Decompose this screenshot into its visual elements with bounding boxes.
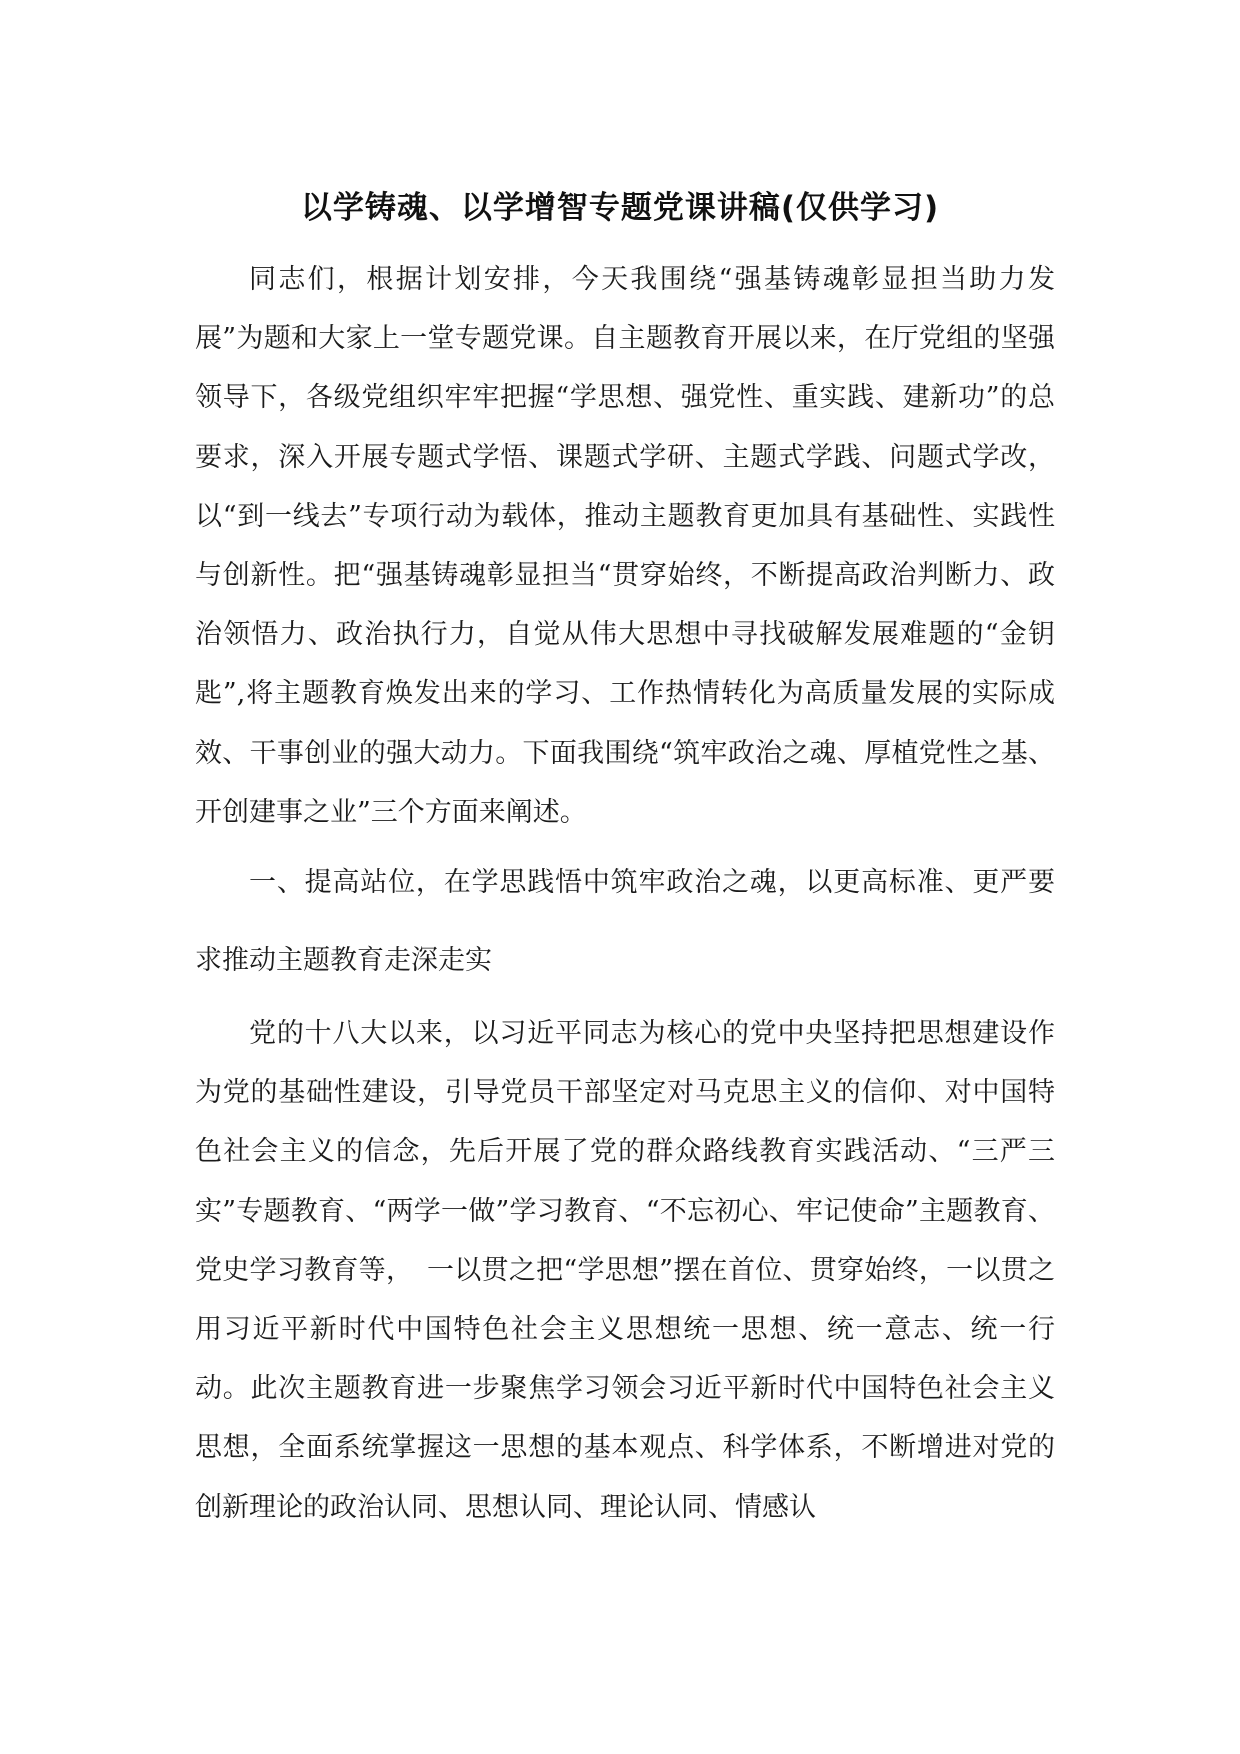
- paragraph-intro: 同志们，根据计划安排，今天我围绕“强基铸魂彰显担当助力发展”为题和大家上一堂专题党课。自主题教育开展以来，在厅党组的坚强领导下，各级党组织牢牢把握“学思想、强党性、重实践、建新功”的总要求，深入开展专题式学悟、课题式学研、主题式学践、问题式学改，以“到一线去”专项行动为载体，推动主题教育更加具有基础性、实践性与创新性。把“强基铸魂彰显担当“贯穿始终，不断提高政治判断力、政治领悟力、政治执行力，自觉从伟大思想中寻找破解发展难题的“金钥匙”,将主题教育焕发出来的学习、工作热情转化为高质量发展的实际成效、干事创业的强大动力。下面我围绕“筑牢政治之魂、厚植党性之基、开创建事之业”三个方面来阐述。: [195, 264, 1055, 828]
- document-body: [195, 250, 1055, 1537]
- document-title: 以学铸魂、以学增智专题党课讲稿(仅供学习): [300, 190, 940, 226]
- section-heading-1: 一、提高站位，在学思践悟中筑牢政治之魂，以更高标准、更严要求推动主题教育走深走实: [195, 867, 1055, 977]
- paragraph-section-1: 党的十八大以来，以习近平同志为核心的党中央坚持把思想建设作为党的基础性建设，引导党员干部坚定对马克思主义的信仰、对中国特色社会主义的信念，先后开展了党的群众路线教育实践活动、“三严三实”专题教育、“两学一做”学习教育、“不忘初心、牢记使命”主题教育、党史学习教育等， 一以贯之把“学思想”摆在首位、贯穿始终，一以贯之用习近平新时代中国特色社会主义思想统一思想、统一意志、统一行动。此次主题教育进一步聚焦学习领会习近平新时代中国特色社会主义思想，全面系统掌握这一思想的基本观点、科学体系，不断增进对党的创新理论的政治认同、思想认同、理论认同、情感认: [195, 1018, 1055, 1523]
